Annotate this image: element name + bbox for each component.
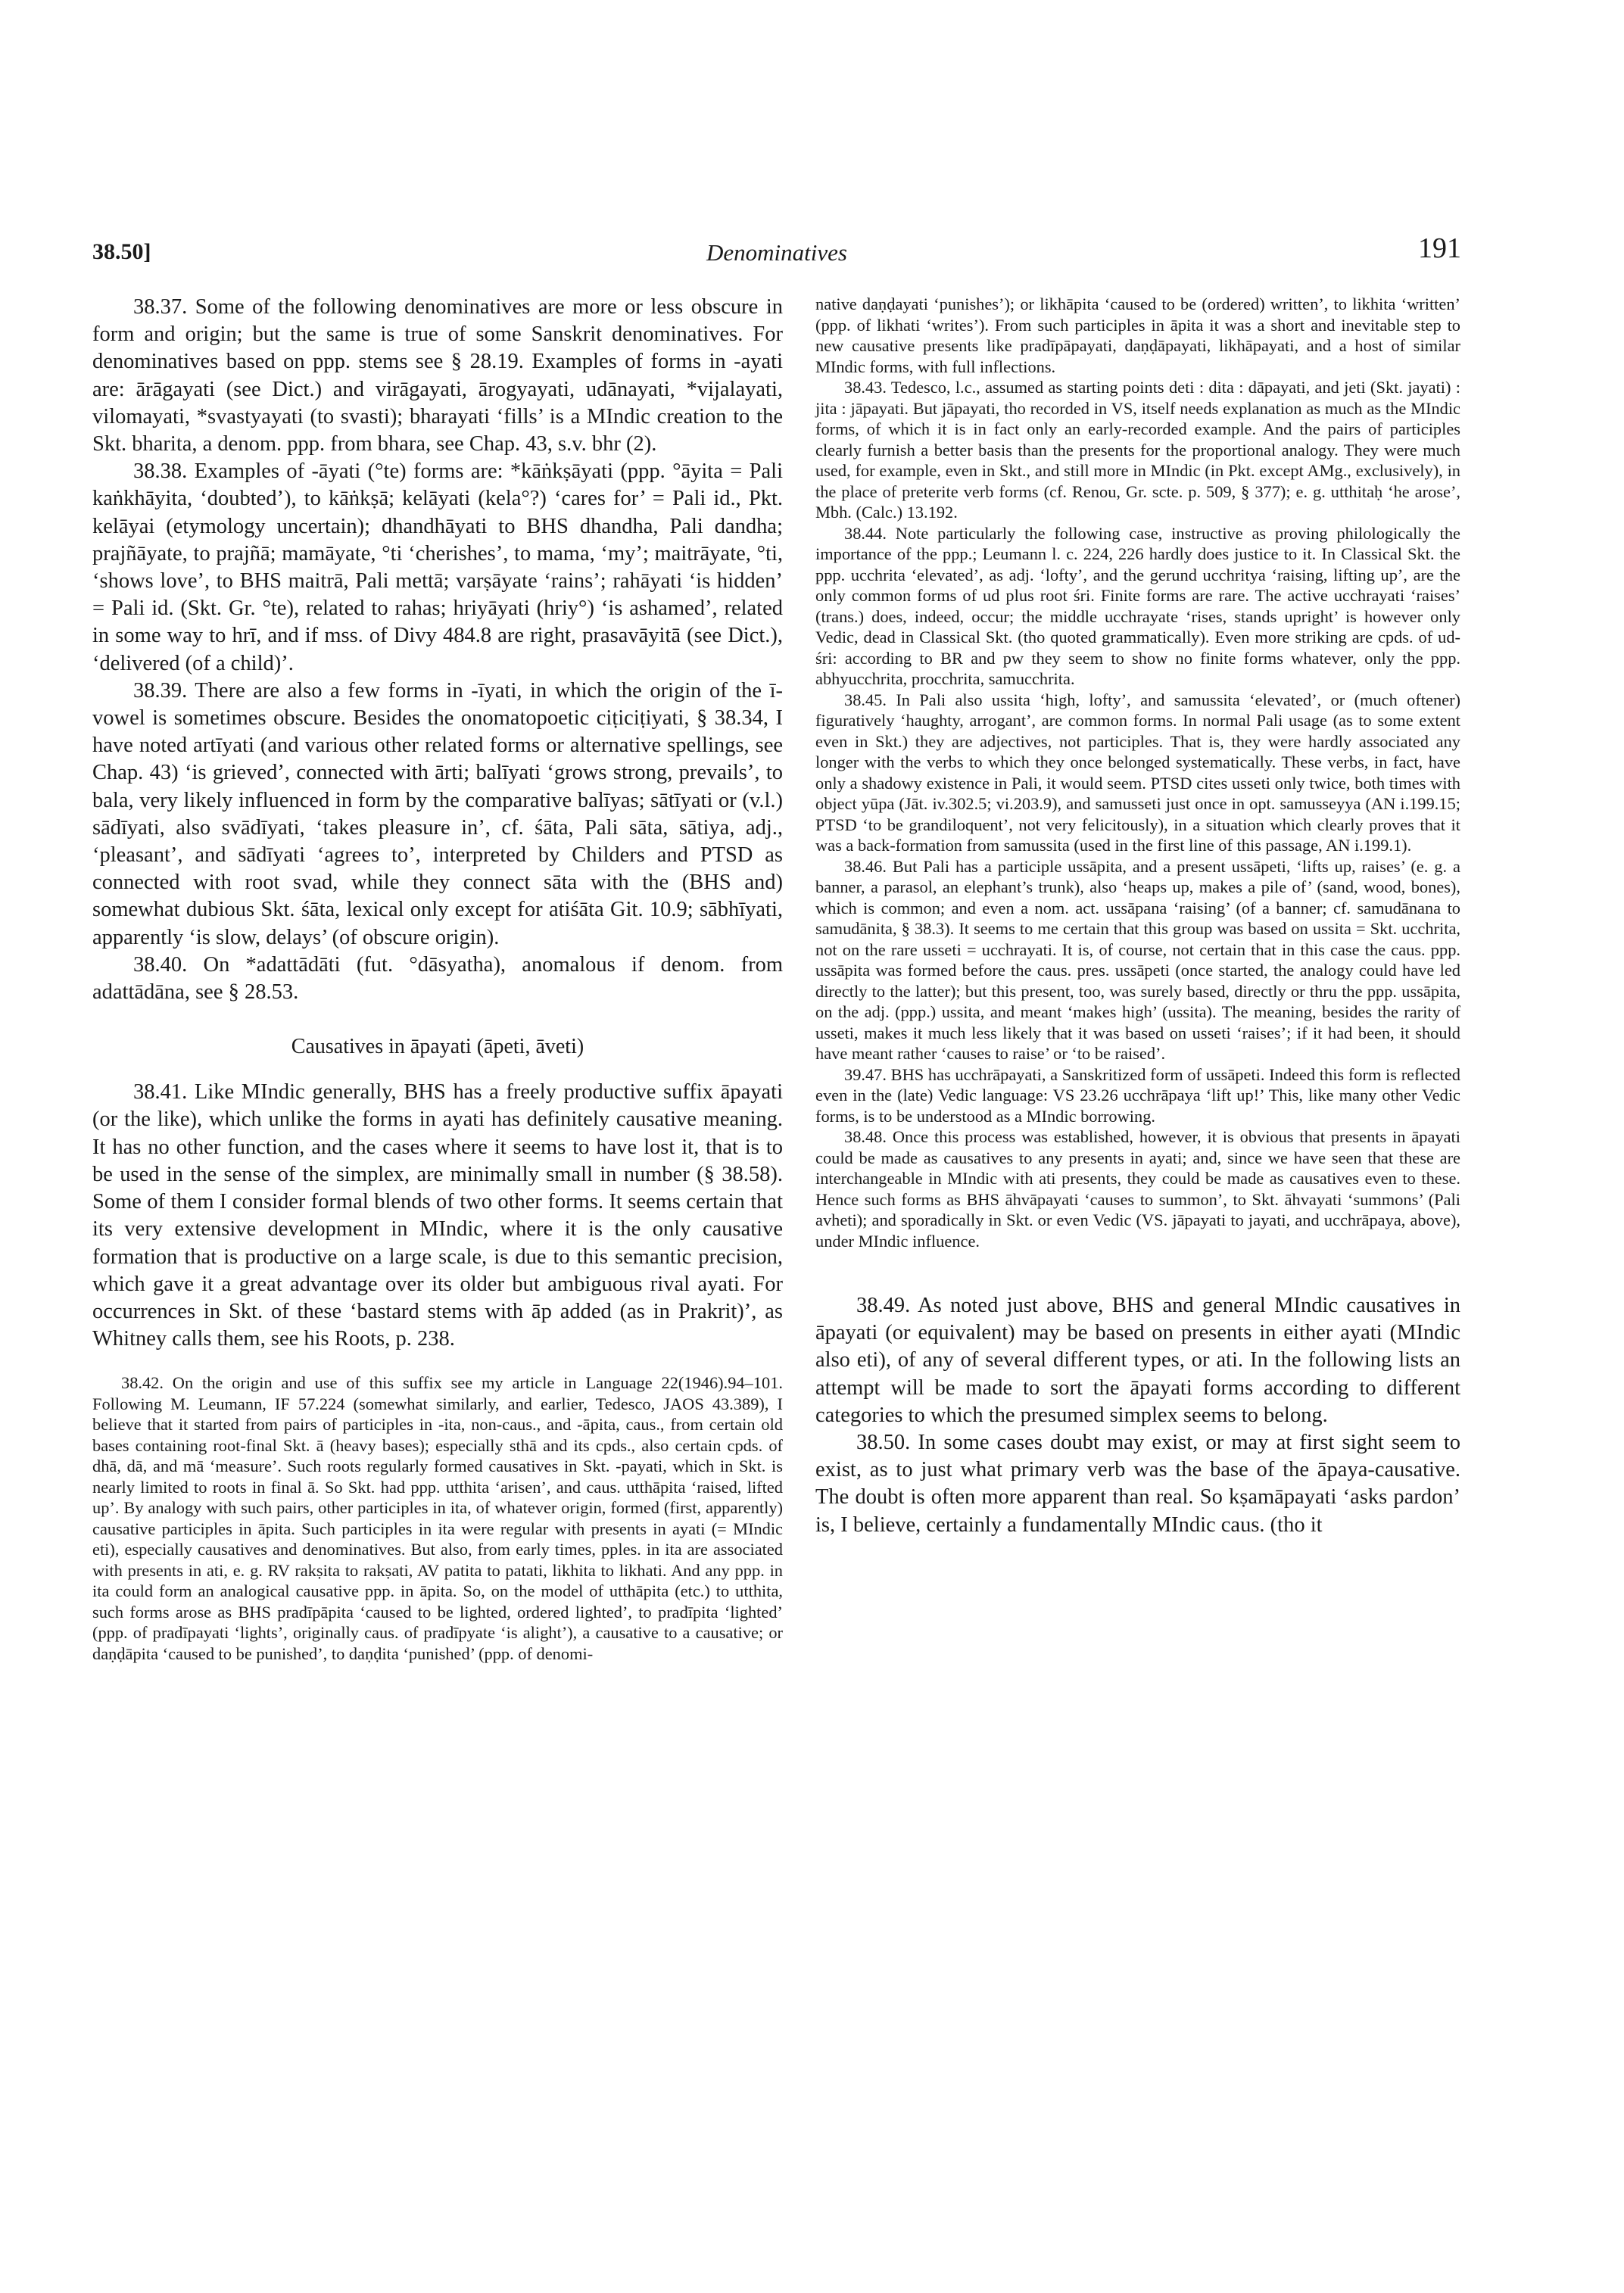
paragraph-38-45: 38.45. In Pali also ussita ‘high, lofty’, and samussita ‘elevated’, or (much oftener) figuratively ‘haughty, arrogant’, are common forms. In normal Pali usage (as to some extent even in Skt.) they are adjectives, not participles. That is, they were hardly associated any longer with the verbs to which they once belonged systematically. These verbs, in fact, have only a shadowy existence in Pali, it would seem. PTSD cites usseti only twice, both times with object yūpa (Jāt. iv.302.5; vi.203.9), and samusseti just once in opt. samusseyya (AN i.199.15; PTSD ‘to be grandiloquent’, not very felicitously), in a situation which clearly proves that it was a back-formation from samussita (used in the first line of this passage, AN i.199.1). bbox=[815, 690, 1460, 855]
paragraph-38-50: 38.50. In some cases doubt may exist, or may at first sight seem to exist, as to just what primary verb was the base of the āpaya-causative. The doubt is often more apparent than real. So kṣamāpayati ‘asks pardon’ is, I believe, certainly a fundamentally MIndic caus. (tho it bbox=[815, 1431, 1460, 1537]
paragraph-38-39: 38.39. There are also a few forms in -īyati, in which the origin of the ī-vowel is sometimes obscure. Besides the onomatopoetic ciṭiciṭiyati, § 38.34, I have noted artīyati (and various other related forms or alternative spellings, see Chap. 43) ‘is grieved’, connected with ārti; balīyati ‘grows strong, prevails’, to bala, very likely influenced in form by the comparative balīyas; sātīyati or (v.l.) sādīyati, also svādīyati, ‘takes pleasure in’, cf. śāta, Pali sāta, sātiya, adj., ‘pleasant’, and sādīyati ‘agrees to’, interpreted by Childers and PTSD as connected with root svad, while they connect sāta with the (BHS and) somewhat dubious Skt. śāta, lexical only except for atiśāta Git. 10.9; sābhīyati, apparently ‘is slow, delays’ (of obscure origin). bbox=[92, 678, 783, 949]
running-header bbox=[92, 232, 1461, 277]
paragraph-38-42: 38.42. On the origin and use of this suffix see my article in Language 22(1946).94–101. Following M. Leumann, IF 57.224 (somewhat similarly, and earlier, Tedesco, JAOS 43.389), I believe that it started from pairs of participles in -ita, non-caus., and -āpita, caus., from certain old bases containing root-final Skt. ā (heavy bases); especially sthā and its cpds., also certain cpds. of dhā, dā, and mā ‘measure’. Such roots regularly formed causatives in Skt. -payati, which in Skt. is nearly limited to roots in final ā. So Skt. had ppp. utthita ‘arisen’, and caus. utthāpita ‘raised, lifted up’. By analogy with such pairs, other participles in ita, of whatever origin, formed (first, apparently) causative participles in āpita. Such participles in ita were regular with presents in ayati (= MIndic eti), especially causatives and denominatives. But also, from early times, pples. in ita are associated with presents in ati, e. g. RV rakṣita to rakṣati, AV patita to patati, likhita to likhati. And any ppp. in ita could form an analogical causative ppp. in āpita. So, on the model of utthāpita (etc.) to utthita, such forms arose as BHS pradīpāpita ‘caused to be lighted, ordered lighted’, to pradīpita ‘lighted’ (ppp. of pradīpayati ‘lights’, originally caus. of pradīpyate ‘is alight’), a causative to a causative; or daṇḍāpita ‘caused to be punished’, to daṇḍita ‘punished’ (ppp. of denomi- bbox=[92, 1373, 783, 1663]
paragraph-38-42-continued: native daṇḍayati ‘punishes’); or likhāpita ‘caused to be (ordered) written’, to likhita ‘written’ (ppp. of likhati ‘writes’). From such participles in āpita it was a short and inevitable step to new causative presents like pradīpāpayati, daṇḍāpayati, likhāpayati, and a host of similar MIndic forms, with full inflections. bbox=[815, 294, 1460, 376]
paragraph-38-43: 38.43. Tedesco, l.c., assumed as starting points deti : dita : dāpayati, and jeti (Skt. jayati) : jita : jāpayati. But jāpayati, tho recorded in VS, itself needs explanation as much as the MIndic forms, of which it is in fact only an early-recorded example. And the pairs of participles clearly furnish a better basis than the presents for the proportional analogy. They were much used, for example, even in Skt., and still more in MIndic (in Pkt. except AMg., exclusively), in the place of preterite verb forms (cf. Renou, Gr. scte. p. 509, § 377); e. g. utthitaḥ ‘he arose’, Mbh. (Calc.) 13.192. bbox=[815, 378, 1460, 522]
page-number: 191 bbox=[1418, 232, 1461, 264]
chapter-title: Denominatives bbox=[706, 239, 847, 266]
section-reference: 38.50] bbox=[92, 239, 151, 264]
paragraph-38-46: 38.46. But Pali has a participle ussāpita, and a present ussāpeti, ‘lifts up, raises’ (e. g. a banner, a parasol, an elephant’s trunk), also ‘heaps up, makes a pile of’ (sand, wood, bones), which is common; and even a nom. act. ussāpana ‘raising’ (of a banner; cf. samudānana to samudānita, § 38.3). It seems to me certain that this group was based on ussita = Skt. ucchrita, not on the rare usseti = ucchrayati. It is, of course, not certain that in this case the caus. ppp. ussāpita was formed before the caus. pres. ussāpeti (once started, the analogy could have led directly to the latter); but this present, too, was surely based, directly or thru the ppp. ussāpita, on the adj. (ppp.) ussita, and meant ‘makes high’ (ussita). The meaning, besides the rarity of usseti, makes it much less likely that it was based on usseti ‘raises’; if it had been, it should have meant rather ‘causes to raise’ or ‘to be raised’. bbox=[815, 856, 1460, 1063]
section-subheading: Causatives in āpayati (āpeti, āveti) bbox=[291, 1035, 584, 1059]
paragraph-39-47: 39.47. BHS has ucchrāpayati, a Sanskritized form of ussāpeti. Indeed this form is reflected even in the (late) Vedic language: VS 23.26 ucchrāpaya ‘lift up!’ This, like many other Vedic forms, is to be understood as a MIndic borrowing. bbox=[815, 1064, 1460, 1126]
paragraph-38-40: 38.40. On *adattādāti (fut. °dāsyatha), anomalous if denom. from adattādāna, see § 28.53. bbox=[92, 952, 783, 1005]
paragraph-38-48: 38.48. Once this process was established, however, it is obvious that presents in āpayati could be made as causatives to any presents in ayati; and, since we have seen that these are interchangeable in MIndic with ati presents, they could be made as causatives even to these. Hence such forms as BHS āhvāpayati ‘causes to summon’, to Skt. āhvayati ‘summons’ (Pali avheti); and sporadically in Skt. or even Vedic (VS. jāpayati to jayati, and ucchrāpaya, above), under MIndic influence. bbox=[815, 1127, 1460, 1251]
paragraph-38-41: 38.41. Like MIndic generally, BHS has a freely productive suffix āpayati (or the like), which unlike the forms in ayati has definitely causative meaning. It has no other function, and the cases where it seems to have lost it, that is to be used in the sense of the simplex, are minimally small in number (§ 38.58). Some of them I consider formal blends of two other forms. It seems certain that its very extensive development in MIndic, where it is the only causative formation that is productive on a large scale, is due to this semantic precision, which gave it a great advantage over its older but ambiguous rival ayati. For occurrences in Skt. of these ‘bastard stems with āp added (as in Prakrit)’, as Whitney calls them, see his Roots, p. 238. bbox=[92, 1080, 783, 1351]
left-column bbox=[92, 294, 783, 1664]
paragraph-38-37: 38.37. Some of the following denominatives are more or less obscure in form and origin; but the same is true of some Sanskrit denominatives. For denominatives based on ppp. stems see § 28.19. Examples of forms in -ayati are: ārāgayati (see Dict.) and virāgayati, ārogyayati, udānayati, *vijalayati, vilomayati, *svastyayati (to svasti); bharayati ‘fills’ is a MIndic creation to the Skt. bharita, a denom. ppp. from bhara, see Chap. 43, s.v. bhr (2). bbox=[92, 295, 783, 456]
paragraph-38-49: 38.49. As noted just above, BHS and general MIndic causatives in āpayati (or equivalent) may be based on presents in either ayati (MIndic also eti), of any of several different types, or ati. In the following lists an attempt will be made to sort the āpayati forms according to different categories to which the presumed simplex seems to belong. bbox=[815, 1294, 1460, 1427]
paragraph-38-38: 38.38. Examples of -āyati (°te) forms are: *kāṅkṣāyati (ppp. °āyita = Pali kaṅkhāyita, ‘doubted’), to kāṅkṣā; kelāyati (kela°?) ‘cares for’ = Pali id., Pkt. kelāyai (etymology uncertain); dhandhāyati to BHS dhandha, Pali dandha; prajñāyate, to prajñā; mamāyate, °ti ‘cherishes’, to mama, ‘my’; maitrāyate, °ti, ‘shows love’, to BHS maitrā, Pali mettā; varṣāyate ‘rains’; rahāyati ‘is hidden’ = Pali id. (Skt. Gr. °te), related to rahas; hriyāyati (hriy°) ‘is ashamed’, related in some way to hrī, and if mss. of Divy 484.8 are right, prasavāyitā (see Dict.), ‘delivered (of a child)’. bbox=[92, 460, 783, 675]
paragraph-38-44: 38.44. Note particularly the following case, instructive as proving philologically the importance of the ppp.; Leumann l. c. 224, 226 hardly does justice to it. In Classical Skt. the ppp. ucchrita ‘elevated’, as adj. ‘lofty’, and the gerund ucchritya ‘raising, lifting up’, are the only common forms of ud plus root śri. Finite forms are rare. The active ucchrayati ‘raises’ (trans.) does, indeed, occur; the middle ucchrayate ‘rises, stands upright’ is however only Vedic, dead in Classical Skt. (tho quoted grammatically). Even more striking are cpds. of ud-śri: according to BR and pw they seem to show no finite forms whatever, only the ppp. abhyucchrita, procchrita, samucchrita. bbox=[815, 523, 1460, 688]
right-column bbox=[815, 294, 1460, 1539]
